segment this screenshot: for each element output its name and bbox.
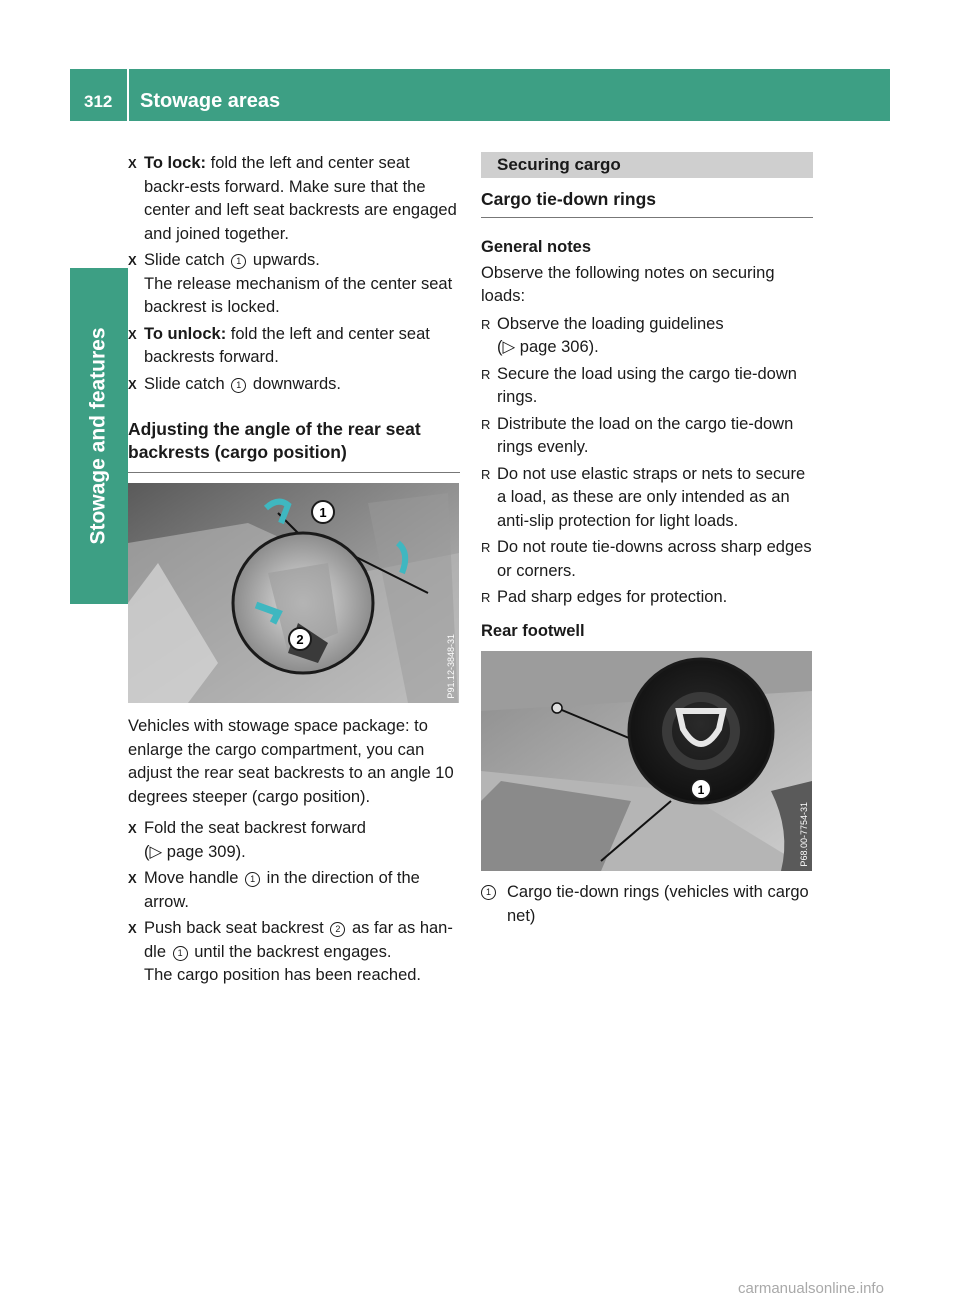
- bullet-item: [481, 586, 813, 610]
- bullet-item: [481, 536, 813, 583]
- heading-rear-footwell: Rear footwell: [481, 621, 585, 640]
- callout-number: 1: [245, 872, 260, 887]
- figure-callout-1: 1: [319, 505, 327, 520]
- step-text: as far as han-dle: [144, 919, 453, 961]
- step-text: Slide catch: [144, 374, 225, 393]
- legend-text: Cargo tie-down rings (vehicles with cargo net): [507, 883, 809, 925]
- bullet-text: Secure the load using the cargo tie-down rings.: [497, 364, 797, 406]
- bullet-item: [481, 363, 813, 410]
- step-mark: X: [128, 156, 137, 171]
- bullet-mark: R: [481, 366, 491, 382]
- subheading-adjust-angle: Adjusting the angle of the rear seat backrests (cargo position): [128, 418, 460, 473]
- bullet-text: Pad sharp edges for protection.: [497, 588, 728, 606]
- section-title: Stowage areas: [140, 90, 281, 112]
- left-column: [128, 152, 460, 991]
- bullet-text: Do not route tie-downs across sharp edges or corners.: [497, 538, 812, 580]
- subheading-tie-down-rings: Cargo tie-down rings: [481, 188, 813, 218]
- ref-arrow-icon: ▷: [502, 338, 516, 356]
- step-move-handle: [128, 867, 460, 914]
- bullet-item: [481, 413, 813, 460]
- step-label: To lock:: [144, 154, 207, 172]
- figure-code: P91.12-3848-31: [446, 634, 456, 699]
- step-text: in the direction of the arrow.: [144, 869, 420, 911]
- callout-number: 1: [173, 946, 188, 961]
- step-text: fold the left and center seat backr-ests forward. Make sure that the center and left seat backrests are engaged and joined together.: [144, 154, 457, 243]
- seat-backrest-illustration: [128, 483, 459, 703]
- callout-number: 2: [330, 922, 345, 937]
- step-text: upwards.: [252, 251, 320, 269]
- figure-seat-backrest: [128, 483, 459, 703]
- step-text: fold the left and center seat backrests forward.: [144, 324, 430, 366]
- bullet-mark: R: [481, 466, 491, 482]
- step-text: Fold the seat backrest forward: [144, 819, 366, 837]
- step-label: To unlock:: [144, 324, 227, 343]
- legend-number: 1: [481, 885, 496, 900]
- legend-item: [481, 881, 813, 928]
- step-mark: X: [128, 871, 137, 886]
- step-text: Push back seat backrest: [144, 919, 324, 937]
- paragraph-cargo-position: Vehicles with stowage space package: to enlarge the cargo compartment, you can adjust the rear seat backrests to an angle 10 degrees steeper (cargo position).: [128, 717, 454, 806]
- bullet-mark: R: [481, 590, 491, 605]
- bullet-text: Observe the loading guidelines: [497, 314, 724, 333]
- notes-intro: Observe the following notes on securing loads:: [481, 263, 775, 305]
- page-reference[interactable]: page 309).: [166, 842, 246, 861]
- step-text: Slide catch: [144, 251, 225, 269]
- step-slide-down: [128, 373, 460, 397]
- bullet-text: Distribute the load on the cargo tie-down rings evenly.: [497, 414, 794, 456]
- bullet-text: Do not use elastic straps or nets to secure a load, as these are only intended as an anti-slip protection for light loads.: [497, 464, 806, 530]
- page-number: 312: [84, 92, 113, 111]
- rear-footwell-illustration: [481, 651, 812, 871]
- right-column: [481, 152, 813, 931]
- figure-code: P68.00-7754-31: [799, 802, 809, 867]
- step-result: The cargo position has been reached.: [144, 966, 422, 984]
- header-divider: [127, 69, 129, 121]
- side-tab-text: Stowage and features: [86, 327, 110, 545]
- page-reference[interactable]: page 306).: [519, 338, 599, 356]
- step-text: until the backrest engages.: [194, 942, 392, 961]
- step-push-back: [128, 917, 460, 988]
- heading-securing-cargo: Securing cargo: [481, 152, 813, 178]
- step-result: The release mechanism of the center seat backrest is locked.: [144, 274, 453, 316]
- heading-general-notes: General notes: [481, 238, 592, 256]
- figure-callout-1: 1: [697, 783, 705, 797]
- figure-callout-2: 2: [296, 632, 304, 647]
- bullet-item: R Observe the loading guidelines (▷ page 306).: [481, 314, 724, 356]
- ref-arrow-icon: ▷: [149, 842, 163, 861]
- bullet-mark: R: [481, 416, 491, 432]
- step-slide-up: [128, 249, 460, 320]
- step-lock: [128, 152, 460, 246]
- figure-rear-footwell: [481, 651, 812, 871]
- step-text: Move handle: [144, 869, 239, 887]
- bullet-item: [481, 463, 813, 534]
- step-text: downwards.: [252, 374, 341, 393]
- step-mark: X: [128, 821, 137, 836]
- step-mark: X: [128, 921, 137, 936]
- step-unlock: [128, 323, 460, 370]
- step-fold-backrest: X Fold the seat backrest forward (▷ page 309).: [128, 819, 366, 861]
- bullet-mark: R: [481, 540, 491, 555]
- step-mark: X: [128, 326, 137, 342]
- bullet-mark: R: [481, 316, 491, 332]
- step-mark: X: [128, 376, 137, 392]
- watermark: carmanualsonline.info: [738, 1280, 884, 1297]
- step-mark: X: [128, 253, 137, 268]
- callout-number: 1: [231, 254, 246, 269]
- callout-number: 1: [231, 378, 246, 393]
